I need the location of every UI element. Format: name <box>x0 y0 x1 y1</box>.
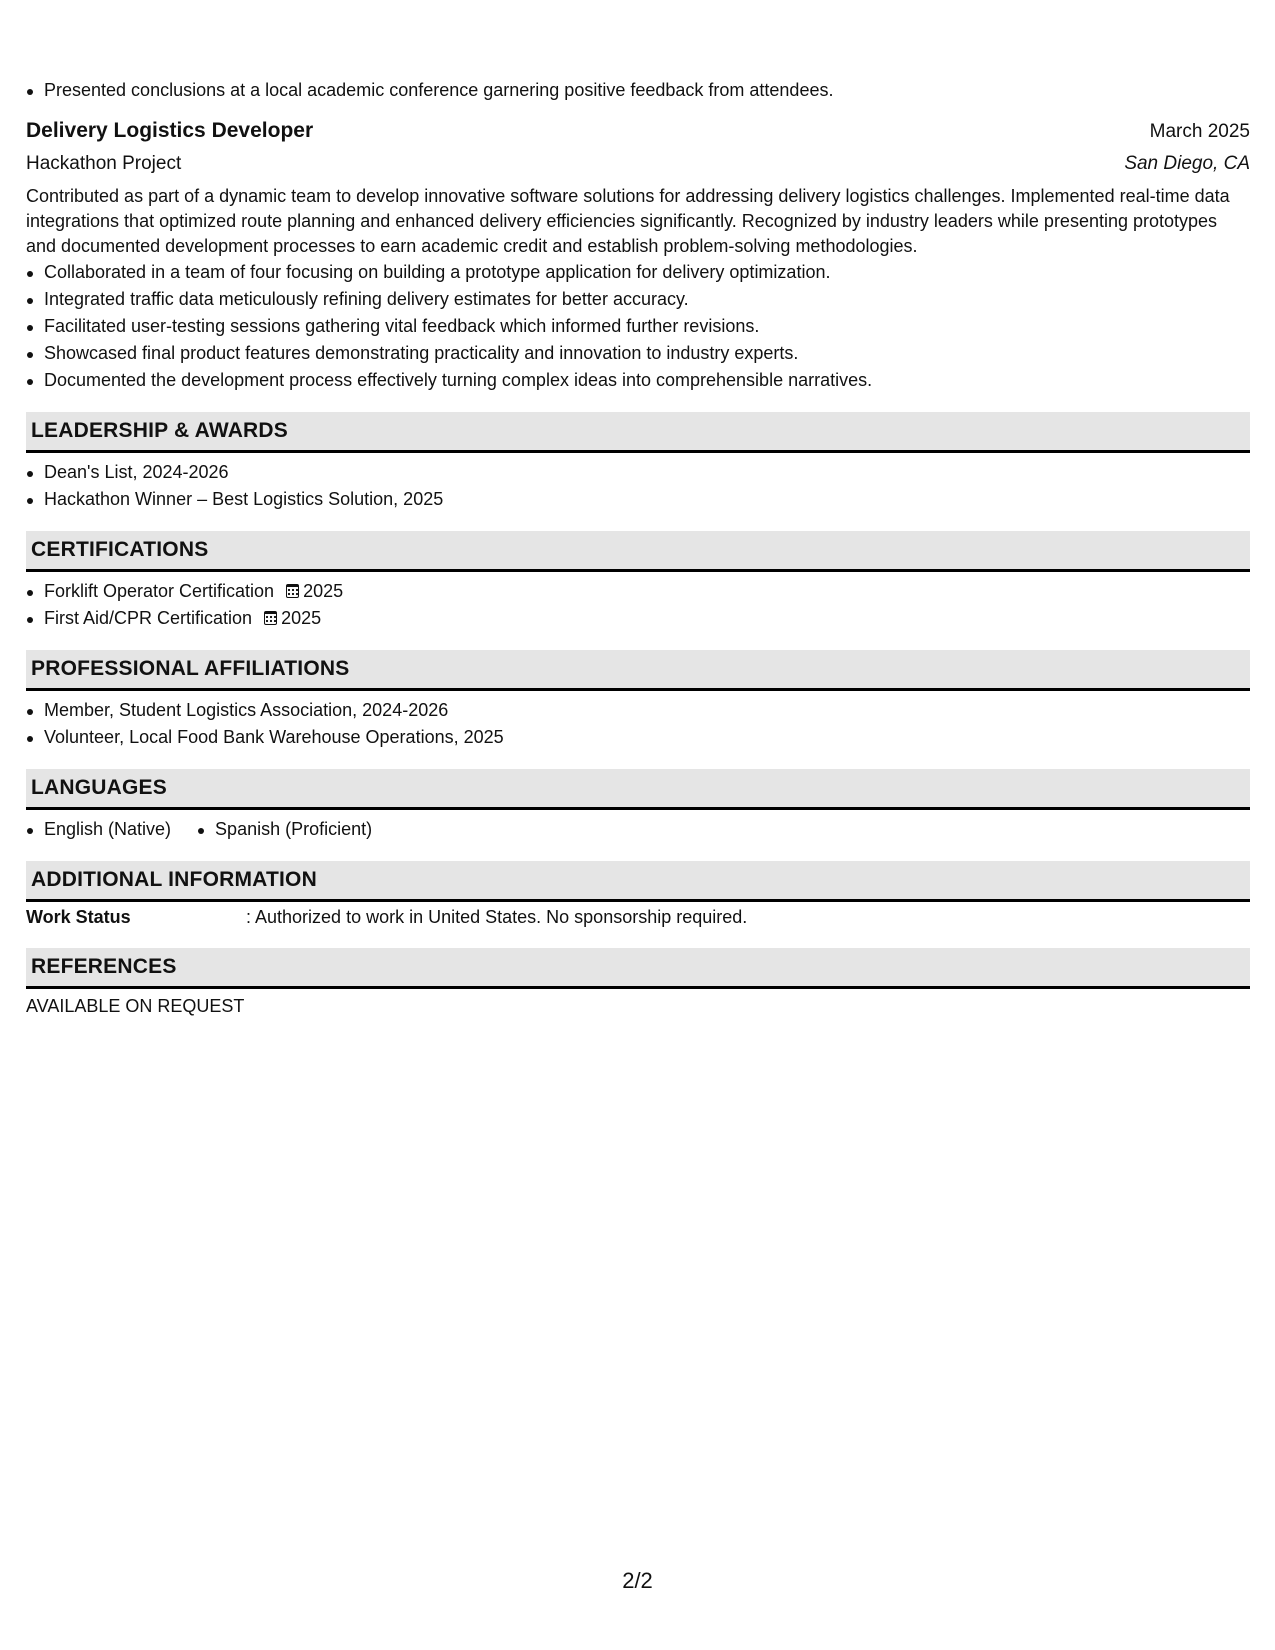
previous-job-bullets <box>26 77 1250 104</box>
section-title: ADDITIONAL INFORMATION <box>31 868 317 891</box>
affiliations-list <box>26 697 1250 751</box>
section-title: LEADERSHIP & AWARDS <box>31 419 288 442</box>
list-item: Dean's List, 2024-2026 <box>26 459 1250 486</box>
languages-list <box>26 816 1250 843</box>
additional-info-section <box>26 861 1250 930</box>
list-item: Facilitated user-testing sessions gathering vital feedback which informed further revisions. <box>26 313 1250 340</box>
job-title: Delivery Logistics Developer <box>26 119 314 142</box>
references-text: AVAILABLE ON REQUEST <box>26 996 245 1016</box>
certification-name: First Aid/CPR Certification <box>44 608 253 628</box>
certifications-list <box>26 578 1250 632</box>
list-item: Hackathon Winner – Best Logistics Solution, 2025 <box>26 486 1250 513</box>
section-header <box>26 531 1250 572</box>
references-section <box>26 948 1250 1019</box>
list-item: Presented conclusions at a local academic conference garnering positive feedback from attendees. <box>26 77 1250 104</box>
job-bullets <box>26 259 1250 394</box>
work-status-label: Work Status <box>26 907 131 927</box>
section-title: REFERENCES <box>31 955 177 978</box>
list-item: Documented the development process effectively turning complex ideas into comprehensible narratives. <box>26 367 1250 394</box>
section-title: PROFESSIONAL AFFILIATIONS <box>31 657 350 680</box>
certification-year: 2025 <box>281 608 322 628</box>
calendar-icon <box>286 584 299 598</box>
calendar-icon <box>264 611 277 625</box>
job-description: Contributed as part of a dynamic team to develop innovative software solutions for addressing delivery logistics challenges. Implemented real-time data integrations that optimized route planning and enhanced delivery efficiencies significantly. Recognized by industry leaders while presenting prototypes and documented development processes to earn academic credit and establish problem-solving methodologies. <box>26 186 1230 256</box>
page-number: 2/2 <box>622 1568 653 1593</box>
section-header <box>26 650 1250 691</box>
section-title: LANGUAGES <box>31 776 167 799</box>
list-item <box>26 605 1250 632</box>
affiliations-section <box>26 650 1250 751</box>
work-status-row <box>26 904 1250 930</box>
job-location: San Diego, CA <box>1124 153 1250 174</box>
list-item: Collaborated in a team of four focusing on building a prototype application for delivery optimization. <box>26 259 1250 286</box>
languages-section <box>26 769 1250 843</box>
list-item: Member, Student Logistics Association, 2024-2026 <box>26 697 1250 724</box>
section-header <box>26 769 1250 810</box>
list-item: Spanish (Proficient) <box>197 816 372 843</box>
certifications-section <box>26 531 1250 632</box>
section-title: CERTIFICATIONS <box>31 538 209 561</box>
section-header <box>26 412 1250 453</box>
work-status-value: : Authorized to work in United States. No sponsorship required. <box>246 907 748 927</box>
job-entry <box>26 115 1250 394</box>
list-item: Showcased final product features demonstrating practicality and innovation to industry experts. <box>26 340 1250 367</box>
list-item: Volunteer, Local Food Bank Warehouse Operations, 2025 <box>26 724 1250 751</box>
leadership-list <box>26 459 1250 513</box>
leadership-section <box>26 412 1250 513</box>
list-item: Integrated traffic data meticulously refining delivery estimates for better accuracy. <box>26 286 1250 313</box>
certification-name: Forklift Operator Certification <box>44 581 275 601</box>
list-item <box>26 578 1250 605</box>
certification-year: 2025 <box>303 581 344 601</box>
list-item: English (Native) <box>26 816 171 843</box>
resume-content <box>26 77 1250 1019</box>
section-header <box>26 948 1250 989</box>
section-header <box>26 861 1250 902</box>
job-organization: Hackathon Project <box>26 153 182 174</box>
job-date: March 2025 <box>1149 121 1250 142</box>
